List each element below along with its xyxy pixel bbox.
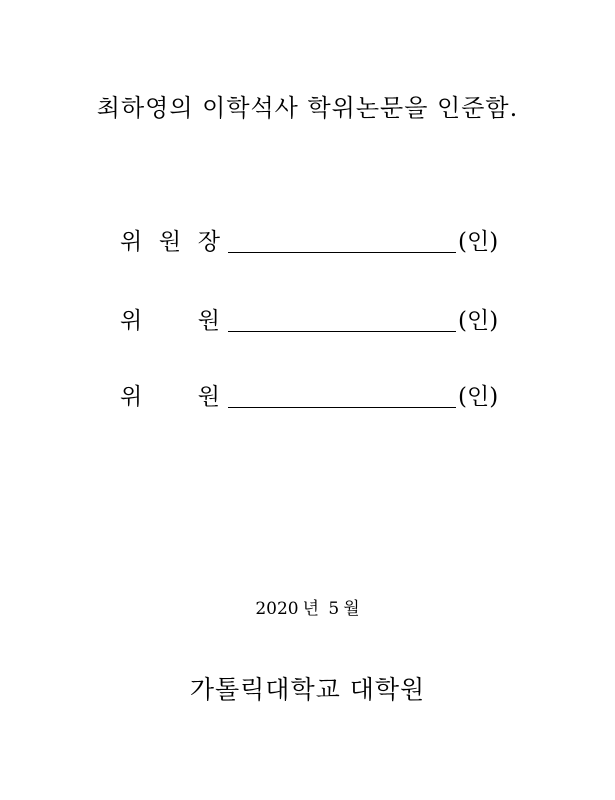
signature-row-member-2 bbox=[0, 379, 615, 415]
university-name: 가톨릭대학교 대학원 bbox=[189, 675, 426, 704]
signature-title: 위 원 bbox=[120, 384, 220, 410]
date-month: 5 bbox=[328, 599, 340, 619]
seal-mark: (인) bbox=[458, 308, 499, 334]
approval-date bbox=[0, 594, 615, 619]
date-year: 2020 bbox=[255, 599, 299, 619]
signature-row-member-1 bbox=[0, 303, 615, 339]
signature-line bbox=[228, 252, 456, 253]
approval-statement: 최하영의 이학석사 학위논문을 인준함. bbox=[96, 94, 519, 122]
signature-title: 위 원 장 bbox=[120, 229, 220, 255]
signature-line bbox=[228, 407, 456, 408]
signature-title: 위 원 bbox=[120, 308, 220, 334]
seal-mark: (인) bbox=[458, 229, 499, 255]
signature-row-chair bbox=[0, 224, 615, 260]
signature-line bbox=[228, 331, 456, 332]
date-year-unit: 년 bbox=[302, 599, 320, 619]
seal-mark: (인) bbox=[458, 384, 499, 410]
date-month-unit: 월 bbox=[343, 599, 360, 619]
